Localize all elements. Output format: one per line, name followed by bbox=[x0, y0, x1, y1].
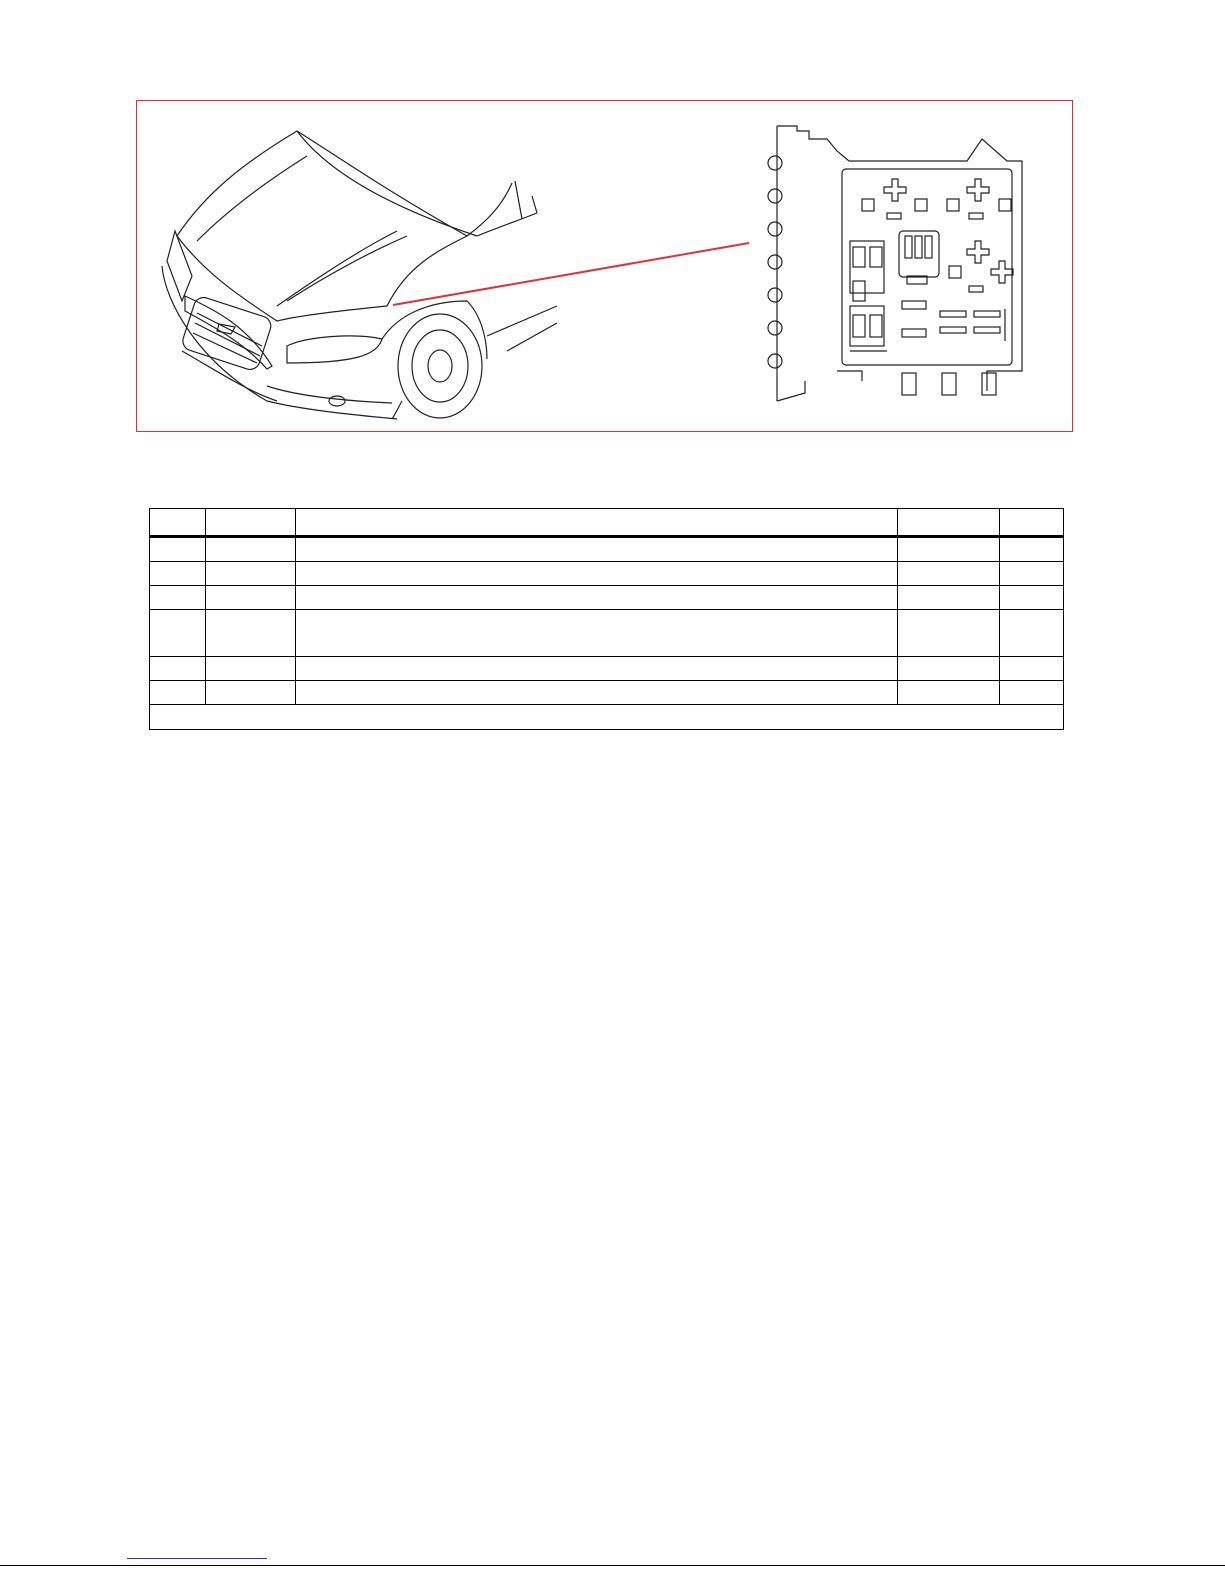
table-cell bbox=[296, 610, 898, 657]
table-row bbox=[150, 657, 1064, 681]
table-row bbox=[150, 610, 1064, 657]
table-cell bbox=[150, 562, 206, 586]
table-cell bbox=[150, 610, 206, 657]
table-cell bbox=[1000, 562, 1064, 586]
table-cell bbox=[1000, 681, 1064, 705]
leader-line bbox=[393, 243, 749, 305]
table-cell bbox=[150, 586, 206, 610]
table-cell bbox=[1000, 610, 1064, 657]
table-cell bbox=[1000, 657, 1064, 681]
table-cell bbox=[898, 537, 1000, 562]
table-cell bbox=[1000, 586, 1064, 610]
table-cell bbox=[206, 681, 296, 705]
table-cell bbox=[898, 586, 1000, 610]
location-illustration bbox=[137, 101, 1072, 431]
table-header-cell bbox=[898, 509, 1000, 537]
table-cell bbox=[206, 610, 296, 657]
table-cell bbox=[206, 586, 296, 610]
table-row bbox=[150, 681, 1064, 705]
spec-table bbox=[149, 508, 1064, 730]
footer-divider bbox=[0, 1565, 1225, 1566]
table-cell bbox=[898, 610, 1000, 657]
table-footer-cell bbox=[150, 705, 1064, 730]
illustration-frame bbox=[136, 100, 1073, 432]
table-cell bbox=[296, 681, 898, 705]
footer-link[interactable] bbox=[127, 1558, 267, 1559]
table-cell bbox=[296, 562, 898, 586]
table-footer-row bbox=[150, 705, 1064, 730]
table-cell bbox=[296, 586, 898, 610]
table-header-cell bbox=[296, 509, 898, 537]
table-cell bbox=[898, 681, 1000, 705]
table-header-cell bbox=[150, 509, 206, 537]
table-cell bbox=[206, 562, 296, 586]
table-cell bbox=[206, 657, 296, 681]
table-row bbox=[150, 537, 1064, 562]
table-cell bbox=[150, 657, 206, 681]
table-header-cell bbox=[1000, 509, 1064, 537]
table-cell bbox=[296, 657, 898, 681]
table-row bbox=[150, 586, 1064, 610]
table-row bbox=[150, 562, 1064, 586]
table-header-cell bbox=[206, 509, 296, 537]
fuse-box-diagram bbox=[768, 126, 1022, 401]
table-cell bbox=[296, 537, 898, 562]
table-cell bbox=[1000, 537, 1064, 562]
table-cell bbox=[206, 537, 296, 562]
car-illustration bbox=[162, 131, 557, 419]
table-cell bbox=[898, 657, 1000, 681]
table-header-row bbox=[150, 509, 1064, 537]
table-cell bbox=[150, 681, 206, 705]
table-cell bbox=[898, 562, 1000, 586]
table-cell bbox=[150, 537, 206, 562]
